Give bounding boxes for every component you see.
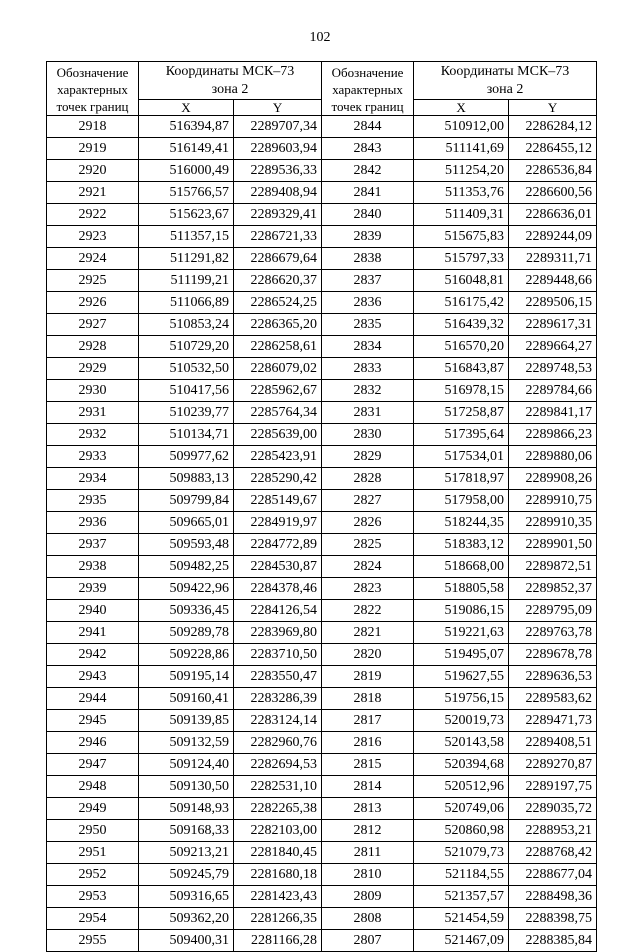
x-value-left: 509168,33 [139, 820, 234, 842]
point-number-left: 2952 [47, 864, 139, 886]
y-value-left: 2286258,61 [234, 336, 322, 358]
table-row [47, 226, 597, 248]
x-value-left: 509482,25 [139, 556, 234, 578]
y-value-left: 2282960,76 [234, 732, 322, 754]
x-value-left: 509316,65 [139, 886, 234, 908]
x-value-right: 511254,20 [414, 160, 509, 182]
point-number-right: 2807 [322, 930, 414, 952]
x-value-right: 516048,81 [414, 270, 509, 292]
point-number-right: 2820 [322, 644, 414, 666]
x-value-left: 509213,21 [139, 842, 234, 864]
y-value-right: 2289908,26 [509, 468, 597, 490]
point-number-left: 2935 [47, 490, 139, 512]
y-value-right: 2288498,36 [509, 886, 597, 908]
table-row [47, 270, 597, 292]
point-number-left: 2928 [47, 336, 139, 358]
point-number-left: 2939 [47, 578, 139, 600]
x-value-right: 521079,73 [414, 842, 509, 864]
point-number-right: 2812 [322, 820, 414, 842]
x-value-left: 509665,01 [139, 512, 234, 534]
y-value-right: 2288677,04 [509, 864, 597, 886]
point-number-right: 2809 [322, 886, 414, 908]
coords-header-line1: Координаты МСК–73 [165, 63, 295, 79]
x-value-left: 510134,71 [139, 424, 234, 446]
table-row [47, 578, 597, 600]
table-row [47, 534, 597, 556]
point-number-left: 2947 [47, 754, 139, 776]
x-value-left: 509148,93 [139, 798, 234, 820]
table-row [47, 138, 597, 160]
y-value-left: 2284772,89 [234, 534, 322, 556]
x-value-right: 518805,58 [414, 578, 509, 600]
point-number-right: 2833 [322, 358, 414, 380]
x-value-left: 510853,24 [139, 314, 234, 336]
point-number-right: 2827 [322, 490, 414, 512]
table-row [47, 886, 597, 908]
point-number-left: 2944 [47, 688, 139, 710]
x-value-left: 516000,49 [139, 160, 234, 182]
y-value-right: 2288398,75 [509, 908, 597, 930]
point-number-left: 2938 [47, 556, 139, 578]
x-value-left: 509195,14 [139, 666, 234, 688]
x-value-right: 521184,55 [414, 864, 509, 886]
x-value-right: 516439,32 [414, 314, 509, 336]
y-value-right: 2289872,51 [509, 556, 597, 578]
x-value-right: 515797,33 [414, 248, 509, 270]
y-value-left: 2289329,41 [234, 204, 322, 226]
table-row [47, 204, 597, 226]
table-row [47, 556, 597, 578]
header-label-line2: характерных [57, 82, 128, 97]
x-value-left: 509400,31 [139, 930, 234, 952]
point-number-right: 2824 [322, 556, 414, 578]
table-row [47, 336, 597, 358]
x-value-right: 517958,00 [414, 490, 509, 512]
y-value-left: 2282531,10 [234, 776, 322, 798]
point-number-right: 2813 [322, 798, 414, 820]
table-row [47, 116, 597, 138]
x-value-right: 521467,09 [414, 930, 509, 952]
table-row [47, 314, 597, 336]
table-row [47, 930, 597, 952]
x-value-right: 520143,58 [414, 732, 509, 754]
y-value-right: 2289471,73 [509, 710, 597, 732]
y-value-right: 2289910,35 [509, 512, 597, 534]
header-label-line3: точек границ [331, 99, 404, 114]
point-number-right: 2835 [322, 314, 414, 336]
y-value-left: 2289536,33 [234, 160, 322, 182]
x-value-left: 509977,62 [139, 446, 234, 468]
y-value-right: 2289270,87 [509, 754, 597, 776]
point-number-left: 2946 [47, 732, 139, 754]
y-value-right: 2286636,01 [509, 204, 597, 226]
point-number-left: 2933 [47, 446, 139, 468]
point-number-right: 2841 [322, 182, 414, 204]
x-value-left: 509799,84 [139, 490, 234, 512]
x-value-left: 516394,87 [139, 116, 234, 138]
point-number-left: 2930 [47, 380, 139, 402]
x-value-right: 519495,07 [414, 644, 509, 666]
point-number-right: 2837 [322, 270, 414, 292]
y-value-right: 2286455,12 [509, 138, 597, 160]
y-value-right: 2289408,51 [509, 732, 597, 754]
point-number-right: 2808 [322, 908, 414, 930]
point-number-right: 2817 [322, 710, 414, 732]
table-row [47, 358, 597, 380]
point-number-left: 2955 [47, 930, 139, 952]
y-column-header: Y [509, 100, 597, 116]
point-label-header-left [47, 62, 139, 116]
y-value-left: 2286079,02 [234, 358, 322, 380]
y-value-right: 2289866,23 [509, 424, 597, 446]
point-number-left: 2937 [47, 534, 139, 556]
point-number-left: 2922 [47, 204, 139, 226]
x-value-right: 521454,59 [414, 908, 509, 930]
table-row [47, 864, 597, 886]
point-number-left: 2948 [47, 776, 139, 798]
table-row [47, 380, 597, 402]
point-number-left: 2927 [47, 314, 139, 336]
x-value-right: 519086,15 [414, 600, 509, 622]
y-value-left: 2286721,33 [234, 226, 322, 248]
table-row [47, 644, 597, 666]
y-value-left: 2284378,46 [234, 578, 322, 600]
x-value-left: 509160,41 [139, 688, 234, 710]
point-number-right: 2840 [322, 204, 414, 226]
x-value-right: 517258,87 [414, 402, 509, 424]
point-number-right: 2826 [322, 512, 414, 534]
y-value-right: 2289748,53 [509, 358, 597, 380]
x-value-left: 510239,77 [139, 402, 234, 424]
point-number-left: 2932 [47, 424, 139, 446]
x-value-right: 517818,97 [414, 468, 509, 490]
point-number-left: 2954 [47, 908, 139, 930]
header-label-line3: точек границ [56, 99, 129, 114]
point-number-left: 2923 [47, 226, 139, 248]
y-value-left: 2286524,25 [234, 292, 322, 314]
point-number-right: 2815 [322, 754, 414, 776]
table-row [47, 182, 597, 204]
x-value-right: 520512,96 [414, 776, 509, 798]
x-value-right: 520860,98 [414, 820, 509, 842]
point-number-right: 2829 [322, 446, 414, 468]
table-row [47, 490, 597, 512]
point-number-left: 2925 [47, 270, 139, 292]
point-number-left: 2936 [47, 512, 139, 534]
y-value-right: 2289506,15 [509, 292, 597, 314]
table-row [47, 688, 597, 710]
point-number-right: 2823 [322, 578, 414, 600]
point-number-left: 2919 [47, 138, 139, 160]
y-value-right: 2288385,84 [509, 930, 597, 952]
y-value-left: 2281840,45 [234, 842, 322, 864]
point-number-left: 2940 [47, 600, 139, 622]
y-value-left: 2286620,37 [234, 270, 322, 292]
y-value-left: 2285149,67 [234, 490, 322, 512]
x-value-left: 509422,96 [139, 578, 234, 600]
table-row [47, 424, 597, 446]
y-value-right: 2289678,78 [509, 644, 597, 666]
y-value-left: 2289603,94 [234, 138, 322, 160]
table-header [47, 62, 597, 116]
y-value-right: 2289910,75 [509, 490, 597, 512]
y-column-header: Y [234, 100, 322, 116]
x-value-right: 510912,00 [414, 116, 509, 138]
page-number: 102 [309, 30, 331, 45]
y-value-right: 2289617,31 [509, 314, 597, 336]
point-number-left: 2943 [47, 666, 139, 688]
point-number-left: 2953 [47, 886, 139, 908]
x-value-right: 511353,76 [414, 182, 509, 204]
x-value-right: 511141,69 [414, 138, 509, 160]
x-value-left: 509362,20 [139, 908, 234, 930]
y-value-right: 2289636,53 [509, 666, 597, 688]
table-row [47, 776, 597, 798]
table-row [47, 468, 597, 490]
point-number-left: 2951 [47, 842, 139, 864]
x-value-right: 517395,64 [414, 424, 509, 446]
y-value-right: 2289197,75 [509, 776, 597, 798]
y-value-left: 2285764,34 [234, 402, 322, 424]
table-row [47, 710, 597, 732]
x-value-left: 516149,41 [139, 138, 234, 160]
table-row [47, 842, 597, 864]
y-value-right: 2286284,12 [509, 116, 597, 138]
x-value-left: 509130,50 [139, 776, 234, 798]
y-value-right: 2289852,37 [509, 578, 597, 600]
x-value-left: 510729,20 [139, 336, 234, 358]
point-number-right: 2816 [322, 732, 414, 754]
x-value-left: 509132,59 [139, 732, 234, 754]
y-value-left: 2283124,14 [234, 710, 322, 732]
point-number-right: 2836 [322, 292, 414, 314]
point-number-right: 2831 [322, 402, 414, 424]
x-value-right: 518383,12 [414, 534, 509, 556]
x-value-left: 515623,67 [139, 204, 234, 226]
x-value-left: 509593,48 [139, 534, 234, 556]
point-number-left: 2931 [47, 402, 139, 424]
table-row [47, 292, 597, 314]
table-row [47, 820, 597, 842]
point-number-right: 2825 [322, 534, 414, 556]
y-value-left: 2286365,20 [234, 314, 322, 336]
y-value-left: 2282265,38 [234, 798, 322, 820]
point-number-right: 2838 [322, 248, 414, 270]
y-value-left: 2286679,64 [234, 248, 322, 270]
x-value-right: 520394,68 [414, 754, 509, 776]
x-value-right: 516570,20 [414, 336, 509, 358]
point-number-right: 2819 [322, 666, 414, 688]
y-value-right: 2289244,09 [509, 226, 597, 248]
table-row [47, 666, 597, 688]
x-value-left: 511291,82 [139, 248, 234, 270]
y-value-left: 2281266,35 [234, 908, 322, 930]
header-label-line2: характерных [332, 82, 403, 97]
point-number-left: 2929 [47, 358, 139, 380]
point-number-left: 2945 [47, 710, 139, 732]
y-value-right: 2289784,66 [509, 380, 597, 402]
x-value-right: 516175,42 [414, 292, 509, 314]
point-number-right: 2843 [322, 138, 414, 160]
point-number-right: 2818 [322, 688, 414, 710]
point-number-right: 2821 [322, 622, 414, 644]
x-value-left: 510417,56 [139, 380, 234, 402]
point-number-right: 2828 [322, 468, 414, 490]
y-value-left: 2283969,80 [234, 622, 322, 644]
y-value-left: 2285962,67 [234, 380, 322, 402]
x-value-right: 518668,00 [414, 556, 509, 578]
y-value-right: 2289664,27 [509, 336, 597, 358]
x-value-right: 511409,31 [414, 204, 509, 226]
point-number-right: 2830 [322, 424, 414, 446]
x-column-header: X [414, 100, 509, 116]
x-value-left: 511066,89 [139, 292, 234, 314]
x-value-left: 510532,50 [139, 358, 234, 380]
point-number-right: 2839 [322, 226, 414, 248]
x-value-right: 516843,87 [414, 358, 509, 380]
point-number-right: 2842 [322, 160, 414, 182]
point-number-left: 2941 [47, 622, 139, 644]
table-row [47, 160, 597, 182]
y-value-left: 2281680,18 [234, 864, 322, 886]
y-value-left: 2284530,87 [234, 556, 322, 578]
y-value-left: 2281166,28 [234, 930, 322, 952]
y-value-right: 2289901,50 [509, 534, 597, 556]
y-value-right: 2289311,71 [509, 248, 597, 270]
table-row [47, 446, 597, 468]
point-number-right: 2822 [322, 600, 414, 622]
point-number-left: 2926 [47, 292, 139, 314]
point-number-right: 2810 [322, 864, 414, 886]
y-value-left: 2285639,00 [234, 424, 322, 446]
y-value-left: 2281423,43 [234, 886, 322, 908]
table-row [47, 622, 597, 644]
y-value-right: 2289448,66 [509, 270, 597, 292]
y-value-left: 2284919,97 [234, 512, 322, 534]
x-value-right: 519627,55 [414, 666, 509, 688]
table-row [47, 512, 597, 534]
x-value-left: 509228,86 [139, 644, 234, 666]
table-row [47, 798, 597, 820]
point-number-right: 2844 [322, 116, 414, 138]
y-value-right: 2286600,56 [509, 182, 597, 204]
x-value-right: 515675,83 [414, 226, 509, 248]
point-label-header-right [322, 62, 414, 116]
coords-group-header-left [139, 62, 322, 100]
y-value-right: 2288768,42 [509, 842, 597, 864]
y-value-left: 2283710,50 [234, 644, 322, 666]
coords-group-header-right [414, 62, 597, 100]
point-number-left: 2918 [47, 116, 139, 138]
x-value-left: 509336,45 [139, 600, 234, 622]
point-number-left: 2924 [47, 248, 139, 270]
point-number-right: 2832 [322, 380, 414, 402]
y-value-left: 2285290,42 [234, 468, 322, 490]
x-column-header: X [139, 100, 234, 116]
table-row [47, 908, 597, 930]
point-number-right: 2834 [322, 336, 414, 358]
x-value-right: 521357,57 [414, 886, 509, 908]
table-row [47, 754, 597, 776]
x-value-left: 509289,78 [139, 622, 234, 644]
point-number-left: 2934 [47, 468, 139, 490]
y-value-left: 2283550,47 [234, 666, 322, 688]
y-value-left: 2284126,54 [234, 600, 322, 622]
x-value-right: 516978,15 [414, 380, 509, 402]
point-number-right: 2811 [322, 842, 414, 864]
y-value-right: 2289035,72 [509, 798, 597, 820]
x-value-left: 515766,57 [139, 182, 234, 204]
y-value-right: 2288953,21 [509, 820, 597, 842]
x-value-right: 518244,35 [414, 512, 509, 534]
y-value-left: 2282694,53 [234, 754, 322, 776]
y-value-left: 2285423,91 [234, 446, 322, 468]
x-value-right: 520749,06 [414, 798, 509, 820]
table-row [47, 402, 597, 424]
point-number-left: 2921 [47, 182, 139, 204]
point-number-right: 2814 [322, 776, 414, 798]
y-value-right: 2289763,78 [509, 622, 597, 644]
y-value-right: 2289583,62 [509, 688, 597, 710]
header-label-line1: Обозначение [331, 65, 404, 80]
y-value-right: 2289880,06 [509, 446, 597, 468]
coords-header-line2: зона 2 [486, 81, 524, 97]
point-number-left: 2920 [47, 160, 139, 182]
table-row [47, 600, 597, 622]
x-value-right: 519756,15 [414, 688, 509, 710]
table-row [47, 732, 597, 754]
x-value-left: 509883,13 [139, 468, 234, 490]
point-number-left: 2950 [47, 820, 139, 842]
x-value-left: 509124,40 [139, 754, 234, 776]
x-value-left: 511357,15 [139, 226, 234, 248]
x-value-right: 520019,73 [414, 710, 509, 732]
header-label-line1: Обозначение [56, 65, 129, 80]
y-value-left: 2289707,34 [234, 116, 322, 138]
x-value-left: 509245,79 [139, 864, 234, 886]
x-value-left: 509139,85 [139, 710, 234, 732]
table-row [47, 248, 597, 270]
y-value-right: 2289795,09 [509, 600, 597, 622]
table-body [47, 116, 597, 952]
coords-header-line1: Координаты МСК–73 [440, 63, 570, 79]
y-value-left: 2289408,94 [234, 182, 322, 204]
coordinates-table [46, 61, 597, 952]
x-value-right: 519221,63 [414, 622, 509, 644]
coords-header-line2: зона 2 [211, 81, 249, 97]
point-number-left: 2942 [47, 644, 139, 666]
point-number-left: 2949 [47, 798, 139, 820]
y-value-right: 2289841,17 [509, 402, 597, 424]
y-value-left: 2282103,00 [234, 820, 322, 842]
x-value-right: 517534,01 [414, 446, 509, 468]
y-value-right: 2286536,84 [509, 160, 597, 182]
x-value-left: 511199,21 [139, 270, 234, 292]
y-value-left: 2283286,39 [234, 688, 322, 710]
